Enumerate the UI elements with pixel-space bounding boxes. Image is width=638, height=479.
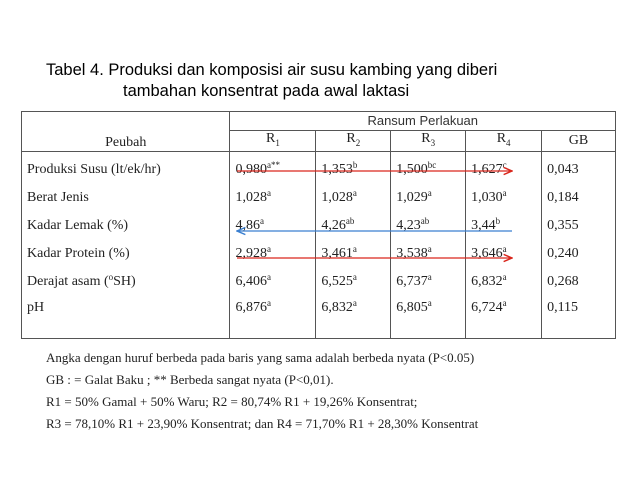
title-line-2: tambahan konsentrat pada awal laktasi <box>123 82 410 100</box>
header-ransum-perlakuan: Ransum Perlakuan <box>230 112 616 131</box>
table-cell: 3,538$^a$ <box>391 240 466 268</box>
table-cell: 0,043 <box>542 151 616 184</box>
row-label: Kadar Protein (%) <box>22 240 230 268</box>
table-cell: 1,500$^{bc}$ <box>391 151 466 184</box>
title-line-1: Tabel 4. Produksi dan komposisi air susu kambing yang diberi <box>46 61 498 79</box>
note-line: Angka dengan huruf berbeda pada baris yang sama adalah berbeda nyata (P<0.05) <box>46 350 475 365</box>
table-cell: 6,832$^a$ <box>466 268 542 296</box>
table-cell: 1,627$^c$ <box>466 151 542 184</box>
table-cell: 0,115 <box>542 296 616 339</box>
table-cell: 0,268 <box>542 268 616 296</box>
row-label: Produksi Susu (lt/ek/hr) <box>22 151 230 184</box>
table-title <box>46 60 636 102</box>
table-cell: 6,406$^a$ <box>230 268 316 296</box>
table-row <box>22 240 616 268</box>
table-cell: 3,646$^a$ <box>466 240 542 268</box>
table-cell: 4,86$^a$ <box>230 212 316 240</box>
table-cell: 0,355 <box>542 212 616 240</box>
table-cell: 4,26$^{ab}$ <box>316 212 391 240</box>
row-label: pH <box>22 296 230 339</box>
table-cell: 0,240 <box>542 240 616 268</box>
data-table <box>21 111 616 339</box>
header-r4: $R_4$ <box>466 131 542 152</box>
row-label: Derajat asam ($^o$SH) <box>22 268 230 296</box>
header-r1: $R_1$ <box>230 131 316 152</box>
table-cell: 1,028$^a$ <box>230 184 316 212</box>
table-cell: 3,461$^a$ <box>316 240 391 268</box>
table-cell: 6,832$^a$ <box>316 296 391 339</box>
table-cell: 6,724$^a$ <box>466 296 542 339</box>
table-notes <box>46 347 478 435</box>
table-cell: 6,737$^a$ <box>391 268 466 296</box>
table-cell: 1,030$^a$ <box>466 184 542 212</box>
table-cell: 6,876$^a$ <box>230 296 316 339</box>
table-cell: 0,184 <box>542 184 616 212</box>
header-peubah: Peubah <box>22 112 230 152</box>
table-cell: 4,23$^{ab}$ <box>391 212 466 240</box>
header-r3: $R_3$ <box>391 131 466 152</box>
row-label: Berat Jenis <box>22 184 230 212</box>
table-cell: 6,525$^a$ <box>316 268 391 296</box>
note-line: GB : = Galat Baku ; ** Berbeda sangat nyata (P<0,01). <box>46 372 334 387</box>
note-line: R3 = 78,10% R1 + 23,90% Konsentrat; dan R4 = 71,70% R1 + 28,30% Konsentrat <box>46 416 479 431</box>
table-cell: 6,805$^a$ <box>391 296 466 339</box>
table-cell: 2,928$^a$ <box>230 240 316 268</box>
note-line: R1 = 50% Gamal + 50% Waru; R2 = 80,74% R1 + 19,26% Konsentrat; <box>46 394 418 409</box>
header-r2: $R_2$ <box>316 131 391 152</box>
table-cell: 3,44$^b$ <box>466 212 542 240</box>
table-cell: 1,028$^a$ <box>316 184 391 212</box>
header-gb: GB <box>542 131 616 152</box>
table-row <box>22 296 616 339</box>
table-row <box>22 212 616 240</box>
table-cell: $0,980^{a**}$ <box>230 151 316 184</box>
table-cell: 1,029$^a$ <box>391 184 466 212</box>
table-row <box>22 151 616 184</box>
row-label: Kadar Lemak (%) <box>22 212 230 240</box>
table-row <box>22 184 616 212</box>
table-row <box>22 268 616 296</box>
table-cell: 1,353$^b$ <box>316 151 391 184</box>
